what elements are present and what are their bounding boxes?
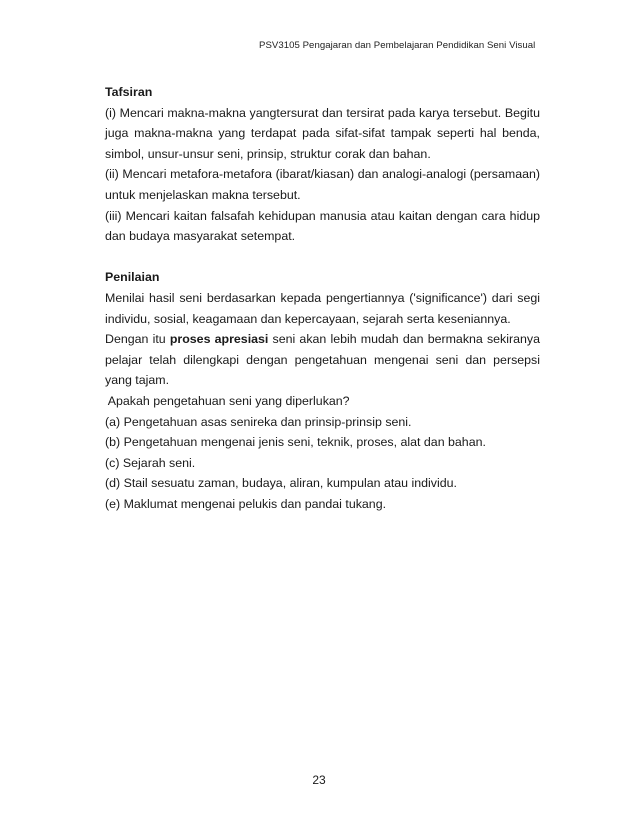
knowledge-list-item-e: (e) Maklumat mengenai pelukis dan pandai tukang. [105,496,387,511]
tafsiran-item-i: (i) Mencari makna-makna yangtersurat dan tersirat pada karya tersebut. Begitu juga makna-makna yang terdapat pada sifat-sifat tampak seperti hal benda, simbol, unsur-unsur seni, prinsip, struktur corak dan bahan. [105,105,540,161]
knowledge-list-item-a: (a) Pengetahuan asas senireka dan prinsip-prinsip seni. [105,414,412,429]
knowledge-list-item-b: (b) Pengetahuan mengenai jenis seni, teknik, proses, alat dan bahan. [105,435,486,450]
section-title-penilaian: Penilaian [105,270,160,285]
page-number: 23 [312,773,326,787]
tafsiran-item-ii: (ii) Mencari metafora-metafora (ibarat/kiasan) dan analogi-analogi (persamaan) untuk menjelaskan makna tersebut. [105,167,540,202]
running-header: PSV3105 Pengajaran dan Pembelajaran Pendidikan Seni Visual [259,40,536,51]
knowledge-list-item-c: (c) Sejarah seni. [105,455,196,470]
apresiasi-bold-term: proses apresiasi [169,332,269,347]
penilaian-intro: Menilai hasil seni berdasarkan kepada pengertiannya ('significance') dari segi individu, sosial, keagamaan dan kepercayaan, sejarah serta keseniannya. [105,290,540,326]
penilaian-apresiasi-paragraph [105,329,540,391]
document-body [105,82,540,514]
knowledge-list-item-d: (d) Stail sesuatu zaman, budaya, aliran, kumpulan atau individu. [105,476,457,491]
tafsiran-item-iii: (iii) Mencari kaitan falsafah kehidupan manusia atau kaitan dengan cara hidup dan budaya masyarakat setempat. [105,208,540,244]
apresiasi-suffix: seni akan lebih mudah dan bermakna sekiranya pelajar telah dilengkapi dengan pengetahuan mengenai seni dan persepsi yang tajam. [105,332,540,388]
penilaian-question: Apakah pengetahuan seni yang diperlukan? [105,393,350,408]
section-spacer [105,247,540,268]
apresiasi-prefix: Dengan itu [105,332,170,347]
section-title-tafsiran: Tafsiran [105,85,153,99]
